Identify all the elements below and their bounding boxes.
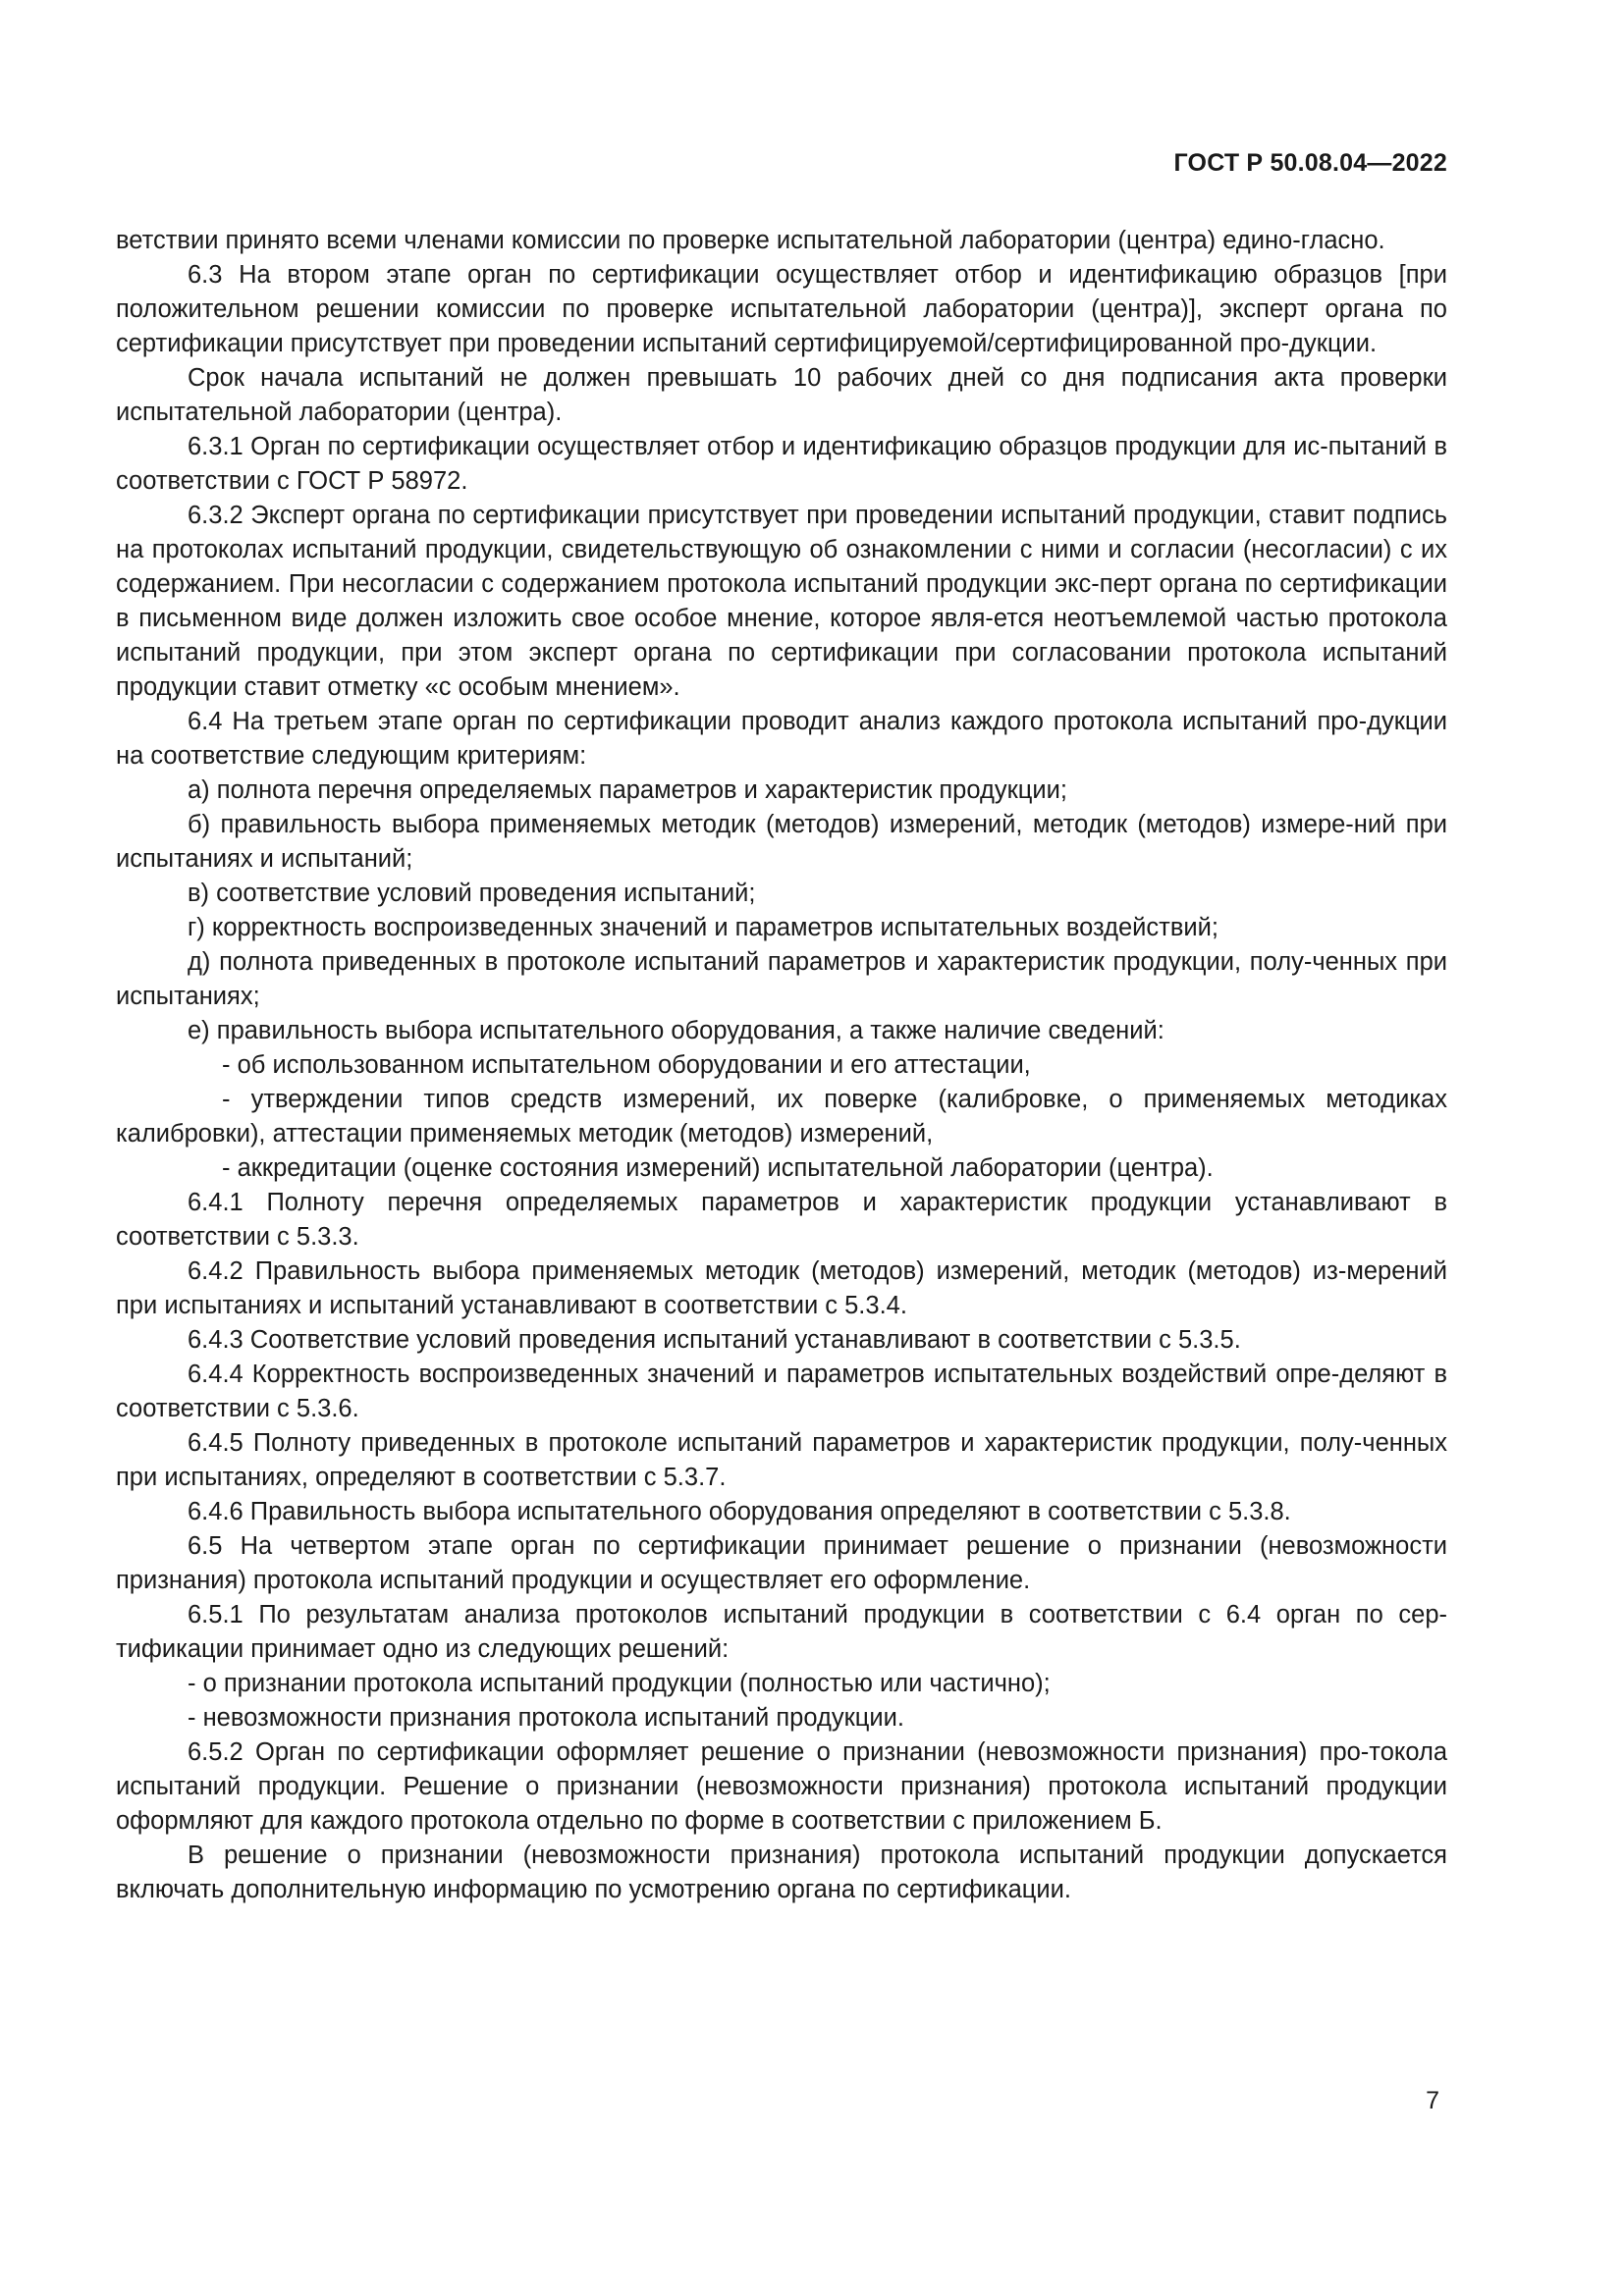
page-number: 7 <box>1426 2087 1439 2114</box>
paragraph: 6.3 На втором этапе орган по сертификации осуществляет отбор и идентификацию образцов [при положительном решении комиссии по проверке испытательной лаборатории (центра)], эксперт органа по сертификации присутствует при проведении испытаний сертифицируемой/сертифицированной про-дукции. <box>116 261 1447 357</box>
paragraph: 6.4.4 Корректность воспроизведенных значений и параметров испытательных воздействий опре-деляют в соответствии с 5.3.6. <box>116 1361 1447 1422</box>
paragraph: 6.4.2 Правильность выбора применяемых методик (методов) измерений, методик (методов) из-мерений при испытаниях и испытаний устанавливают в соответствии с 5.3.4. <box>116 1257 1447 1319</box>
sub-list-item: - аккредитации (оценке состояния измерений) испытательной лаборатории (центра). <box>222 1154 1214 1182</box>
paragraph: 6.4.3 Соответствие условий проведения испытаний устанавливают в соответствии с 5.3.5. <box>188 1326 1241 1354</box>
paragraph: 6.3.2 Эксперт органа по сертификации присутствует при проведении испытаний продукции, ставит подпись на протоколах испытаний продукции, свидетельствующую об ознакомлении с ними и согласии (несогласии) с их содержанием. При несогласии с содержанием протокола испытаний продукции экс-перт органа по сертификации в письменном виде должен изложить свое особое мнение, которое явля-ется неотъемлемой частью протокола испытаний продукции, при этом эксперт органа по сертификации при согласовании протокола испытаний продукции ставит отметку «с особым мнением». <box>116 502 1447 701</box>
list-item: д) полнота приведенных в протоколе испытаний параметров и характеристик продукции, полу-ченных при испытаниях; <box>116 948 1447 1010</box>
paragraph: 6.3.1 Орган по сертификации осуществляет отбор и идентификацию образцов продукции для ис-пытаний в соответствии с ГОСТ Р 58972. <box>116 433 1447 495</box>
list-item: е) правильность выбора испытательного оборудования, а также наличие сведений: <box>188 1017 1164 1044</box>
paragraph: 6.5.1 По результатам анализа протоколов испытаний продукции в соответствии с 6.4 орган по сер-тификации принимает одно из следующих решений: <box>116 1601 1447 1663</box>
paragraph: ветствии принято всеми членами комиссии по проверке испытательной лаборатории (центра) едино-гласно. <box>116 227 1385 254</box>
list-item: - невозможности признания протокола испытаний продукции. <box>188 1704 904 1732</box>
document-body <box>116 224 1447 1907</box>
list-item: г) корректность воспроизведенных значений и параметров испытательных воздействий; <box>188 914 1218 941</box>
list-item: - о признании протокола испытаний продукции (полностью или частично); <box>188 1670 1051 1697</box>
paragraph: 6.5 На четвертом этапе орган по сертификации принимает решение о признании (невозможности признания) протокола испытаний продукции и осуществляет его оформление. <box>116 1532 1447 1594</box>
list-item: б) правильность выбора применяемых методик (методов) измерений, методик (методов) измере-ний при испытаниях и испытаний; <box>116 811 1447 873</box>
sub-list-item: - утверждении типов средств измерений, их поверке (калибровке, о применяемых методиках калибровки), аттестации применяемых методик (методов) измерений, <box>116 1086 1447 1148</box>
list-item: в) соответствие условий проведения испытаний; <box>188 880 756 907</box>
paragraph: 6.5.2 Орган по сертификации оформляет решение о признании (невозможности признания) про-токола испытаний продукции. Решение о признании (невозможности признания) протокола испытаний продукции оформляют для каждого протокола отдельно по форме в соответствии с приложением Б. <box>116 1738 1447 1835</box>
paragraph: 6.4.6 Правильность выбора испытательного оборудования определяют в соответствии с 5.3.8. <box>188 1498 1291 1525</box>
paragraph: 6.4.1 Полноту перечня определяемых параметров и характеристик продукции устанавливают в соответствии с 5.3.3. <box>116 1189 1447 1251</box>
paragraph: Срок начала испытаний не должен превышать 10 рабочих дней со дня подписания акта проверки испытательной лаборатории (центра). <box>116 364 1447 426</box>
list-item: а) полнота перечня определяемых параметров и характеристик продукции; <box>188 776 1067 804</box>
paragraph: В решение о признании (невозможности признания) протокола испытаний продукции допускается включать дополнительную информацию по усмотрению органа по сертификации. <box>116 1842 1447 1903</box>
sub-list-item: - об использованном испытательном оборудовании и его аттестации, <box>222 1051 1031 1079</box>
paragraph: 6.4 На третьем этапе орган по сертификации проводит анализ каждого протокола испытаний про-дукции на соответствие следующим критериям: <box>116 708 1447 770</box>
document-code-header: ГОСТ Р 50.08.04—2022 <box>1173 149 1447 177</box>
paragraph: 6.4.5 Полноту приведенных в протоколе испытаний параметров и характеристик продукции, полу-ченных при испытаниях, определяют в соответствии с 5.3.7. <box>116 1429 1447 1491</box>
